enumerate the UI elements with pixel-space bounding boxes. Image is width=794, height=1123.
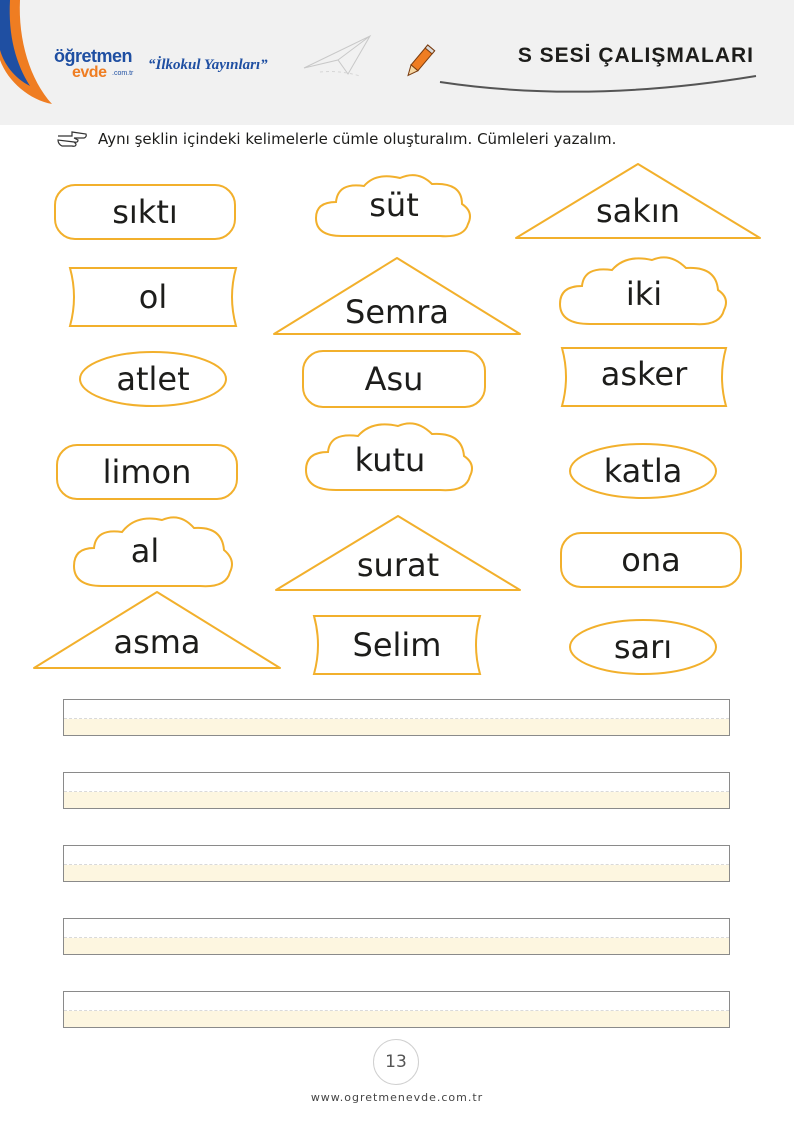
writing-line-5[interactable] — [63, 991, 730, 1028]
word-shape-asu — [302, 350, 486, 408]
word-shape-asker — [560, 346, 728, 408]
pointing-hand-icon — [56, 128, 88, 150]
word-shape-semra — [272, 256, 522, 336]
word-label: ona — [621, 541, 681, 579]
word-shape-asma — [32, 590, 282, 670]
word-shape-kutu — [302, 420, 478, 496]
word-shape-ona — [560, 532, 742, 588]
logo-domain-text: .com.tr — [112, 70, 134, 77]
paper-plane-icon — [300, 30, 380, 80]
page-number — [373, 1039, 419, 1085]
writing-line-1[interactable] — [63, 699, 730, 736]
writing-line-2[interactable] — [63, 772, 730, 809]
word-label: al — [130, 532, 160, 570]
header-swoosh — [436, 64, 766, 114]
word-shape-katla — [568, 442, 718, 500]
word-shape-sari — [568, 618, 718, 676]
word-shape-ol — [68, 266, 238, 328]
page-title: S SESİ ÇALIŞMALARI — [517, 44, 754, 67]
corner-decoration — [0, 0, 60, 110]
word-label: Selim — [352, 626, 442, 664]
word-shape-sakin — [514, 162, 762, 240]
word-shape-al — [70, 514, 236, 592]
word-label: ol — [138, 278, 168, 316]
word-shape-surat — [274, 514, 522, 592]
word-label: iki — [625, 275, 663, 313]
word-label: sıktı — [112, 193, 178, 231]
instruction — [56, 128, 616, 150]
footer-website: www.ogretmenevde.com.tr — [310, 1091, 484, 1104]
logo-sub-text: evde — [72, 64, 107, 81]
pencil-icon — [400, 42, 440, 82]
word-label: atlet — [116, 360, 190, 398]
word-label: Semra — [345, 293, 449, 331]
publisher-name: “İlkokul Yayınları” — [148, 57, 268, 73]
word-label: süt — [369, 186, 419, 224]
instruction-text: Aynı şeklin içindeki kelimelerle cümle oluşturalım. Cümleleri yazalım. — [98, 130, 617, 148]
writing-line-4[interactable] — [63, 918, 730, 955]
word-shape-limon — [56, 444, 238, 500]
word-shape-atlet — [78, 350, 228, 408]
word-label: surat — [356, 546, 440, 584]
word-label: asma — [113, 623, 201, 661]
word-label: limon — [102, 453, 192, 491]
word-shape-iki — [556, 254, 732, 330]
word-shape-selim — [312, 614, 482, 676]
writing-line-3[interactable] — [63, 845, 730, 882]
word-label: kutu — [354, 441, 426, 479]
page-number-text: 13 — [385, 1052, 407, 1072]
logo-main-text: öğretmen — [54, 46, 133, 66]
word-label: Asu — [364, 360, 424, 398]
word-shape-sikti — [54, 184, 236, 240]
word-shape-sut — [312, 172, 476, 242]
word-label: katla — [603, 452, 683, 490]
word-label: sarı — [613, 628, 673, 666]
word-label: asker — [600, 355, 688, 393]
word-label: sakın — [596, 192, 680, 230]
